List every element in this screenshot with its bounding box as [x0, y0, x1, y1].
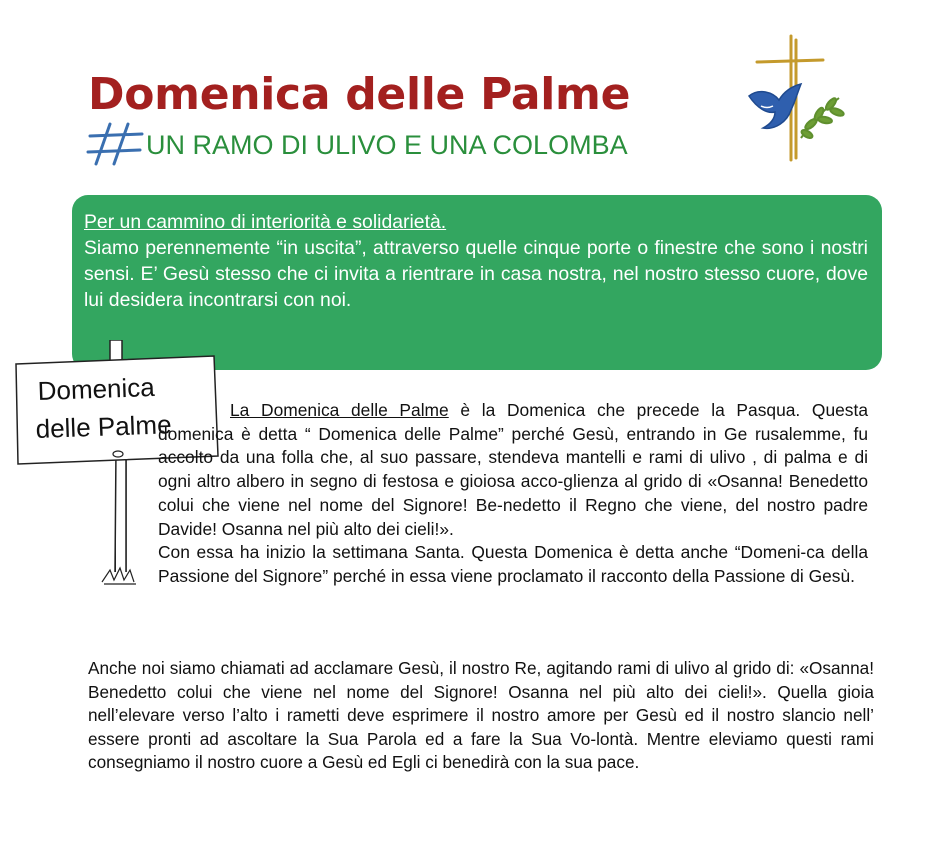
page-subtitle: UN RAMO DI ULIVO E UNA COLOMBA: [146, 130, 628, 160]
main-paragraph-1: [158, 399, 868, 541]
main-paragraph-1-rest: è la Domenica che precede la Pasqua. Questa domenica è detta “ Domenica delle Palme” perché Gesù, entrando in Ge rusalemme, fu accolto da una folla che, al suo passare, stendeva mantelli e rami di ulivo , di palma e di ogni altro albero in segno di festosa e gioiosa acco-glienza al grido di «Osanna! Benedetto colui che viene nel nome del Signore! Be-nedetto il Regno che viene, del nostro padre Davide! Osanna nel più alto dei cieli!».: [158, 400, 868, 539]
intro-heading: Per un cammino di interiorità e solidarietà.: [84, 211, 447, 233]
main-text: [158, 399, 868, 589]
page-title: Domenica delle Palme: [88, 69, 631, 121]
main-highlight: La Domenica delle Palme: [230, 400, 449, 420]
main-paragraph-2: Con essa ha inizio la settimana Santa. Questa Domenica è detta anche “Domeni-ca della Passione del Signore” perché in essa viene proclamato il racconto della Passione di Gesù.: [158, 542, 868, 586]
dove-icon: [749, 84, 801, 128]
intro-body: Siamo perennemente “in uscita”, attraverso quelle cinque porte o finestre che sono i nostri sensi. E’ Gesù stesso che ci invita a rientrare in casa nostra, nel nostro stesso cuore, dove lui desidera incontrarsi con noi.: [84, 237, 868, 311]
sign-line-2: delle Palme: [35, 409, 172, 444]
hashtag-icon: [86, 120, 146, 168]
sign-line-1: Domenica: [37, 371, 156, 406]
closing-paragraph: Anche noi siamo chiamati ad acclamare Gesù, il nostro Re, agitando rami di ulivo al grido di: «Osanna! Benedetto colui che viene nel nome del Signore! Osanna nel più alto dei cieli!». Quella gioia nell’elevare verso l’alto i rametti deve esprimere il nostro amore per Gesù ed il nostro slancio nell’ essere pronti ad ascoltare la Sua Parola ed a fare la Sua Vo-lontà. Mentre eleviamo questi rami consegniamo il nostro cuore a Gesù ed Egli ci benedirà con la sua pace.: [88, 658, 874, 772]
olive-branch-icon: [800, 97, 844, 140]
cross-dove-olive-logo: [745, 34, 850, 164]
